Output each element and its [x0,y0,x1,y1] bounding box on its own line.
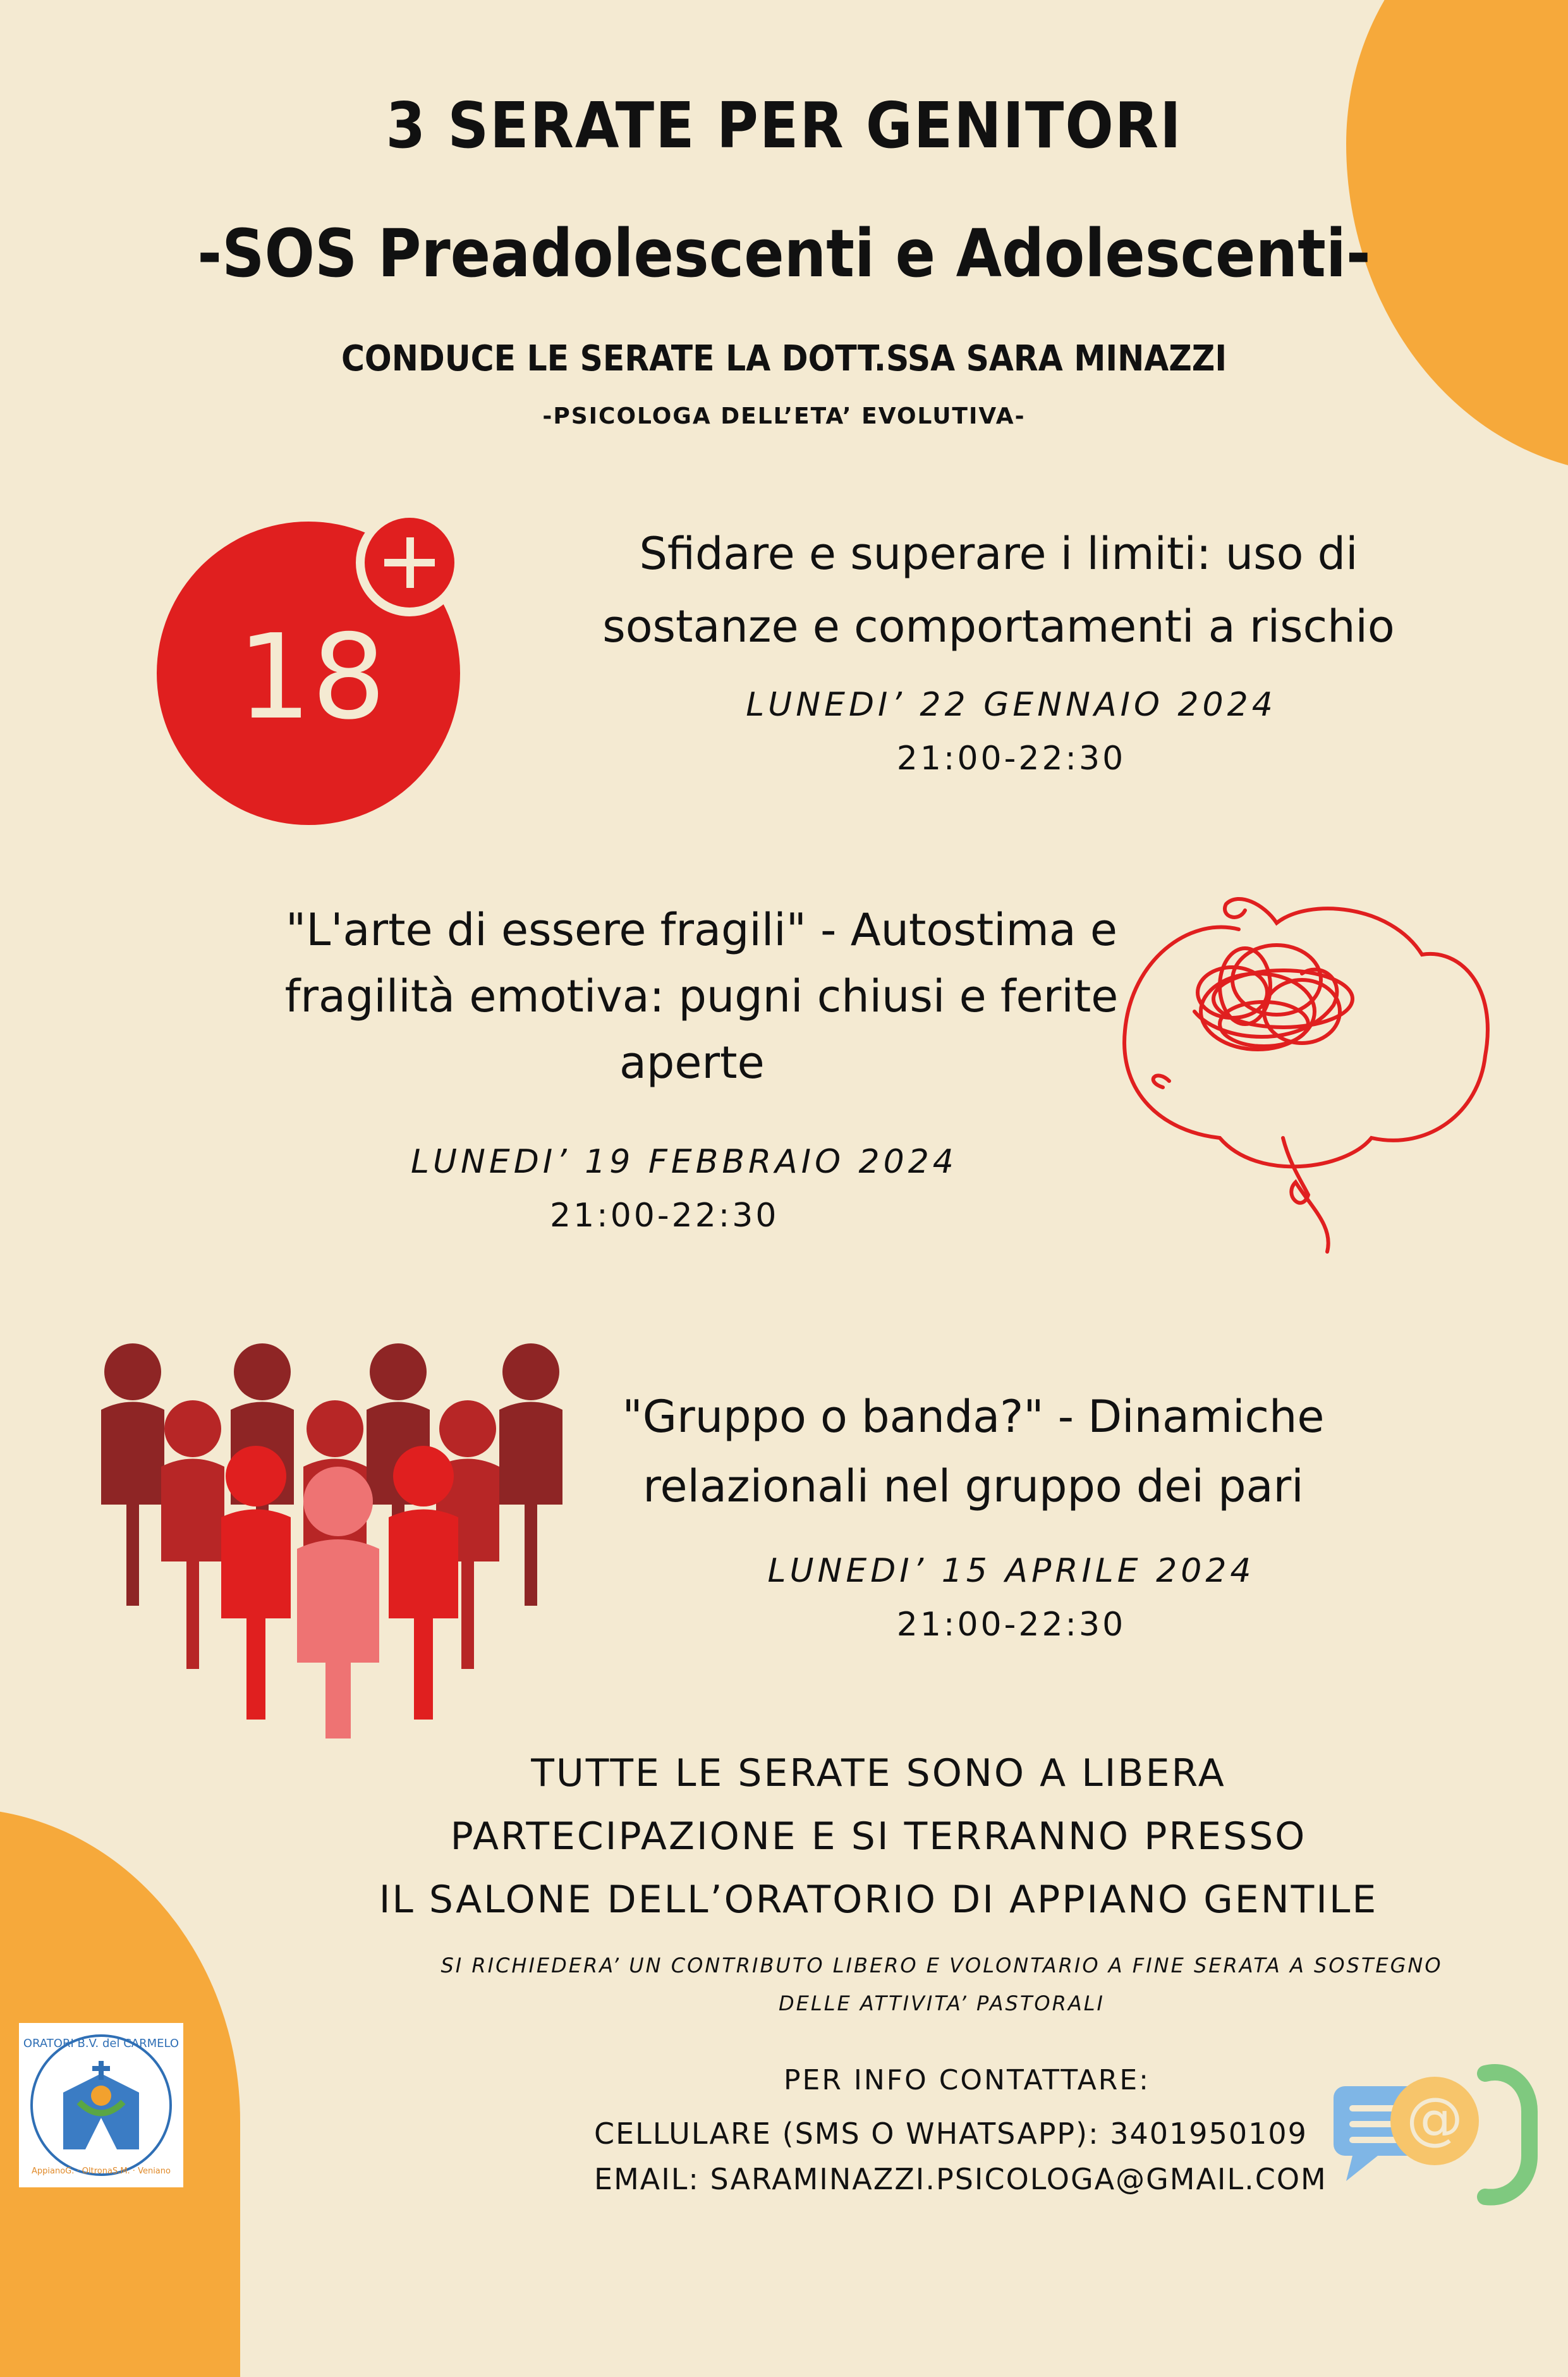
event-1-time: 21:00-22:30 [896,740,1126,778]
event-2-date: LUNEDI’ 19 FEBBRAIO 2024 [411,1143,957,1181]
event-3-title-line-2: relazionali nel gruppo dei pari [643,1460,1304,1512]
event-2-title-line-1: "L'arte di essere fragili" - Autostima e [286,904,1117,956]
event-1-date: LUNEDI’ 22 GENNAIO 2024 [746,686,1277,724]
contribution-note-line-1: SI RICHIEDERA’ UN CONTRIBUTO LIBERO E VOLONTARIO A FINE SERATA A SOSTEGNO [441,1953,1443,1977]
page-title: 3 SERATE PER GENITORI [386,89,1182,162]
event-1-title-line-1: Sfidare e superare i limiti: uso di [639,528,1358,580]
event-2-time: 21:00-22:30 [550,1197,779,1235]
contact-chat-icon [1327,2061,1542,2213]
badge-number: 18 [237,609,386,745]
svg-text:@: @ [1406,2086,1463,2152]
host-line: CONDUCE LE SERATE LA DOTT.SSA SARA MINAZZI [341,338,1227,379]
info-line-2: PARTECIPAZIONE E SI TERRANNO PRESSO [450,1814,1307,1859]
host-role: -PSICOLOGA DELL’ETA’ EVOLUTIVA- [542,403,1026,429]
contact-phone: CELLULARE (SMS O WHATSAPP): 3401950109 [594,2117,1308,2151]
info-line-3: IL SALONE DELL’ORATORIO DI APPIANO GENTILE [379,1878,1378,1922]
event-1-title-line-2: sostanze e comportamenti a rischio [602,601,1395,652]
svg-text:ORATORI B.V. del CARMELO: ORATORI B.V. del CARMELO [23,2037,179,2050]
svg-text:AppianoG. · OltronaS.M. · Veni: AppianoG. · OltronaS.M. · Veniano [32,2166,171,2176]
event-3-date: LUNEDI’ 15 APRILE 2024 [767,1552,1255,1590]
page-subtitle: -SOS Preadolescenti e Adolescenti- [197,215,1371,292]
event-2-title-line-2: fragilità emotiva: pugni chiusi e ferite [284,970,1119,1022]
contact-heading: PER INFO CONTATTARE: [784,2064,1150,2096]
event-3-title-line-1: "Gruppo o banda?" - Dinamiche [622,1391,1325,1443]
eighteen-plus-icon [157,515,473,831]
info-line-1: TUTTE LE SERATE SONO A LIBERA [531,1751,1226,1795]
phone-icon [1485,2072,1529,2197]
oratory-logo [19,2023,183,2187]
group-of-people-icon [95,1340,575,1745]
contact-email: EMAIL: SARAMINAZZI.PSICOLOGA@GMAIL.COM [594,2162,1327,2196]
event-2-title-line-3: aperte [619,1037,765,1089]
event-3-time: 21:00-22:30 [896,1606,1126,1644]
tangled-thought-icon [1093,866,1498,1258]
contribution-note-line-2: DELLE ATTIVITA’ PASTORALI [779,1991,1105,2015]
